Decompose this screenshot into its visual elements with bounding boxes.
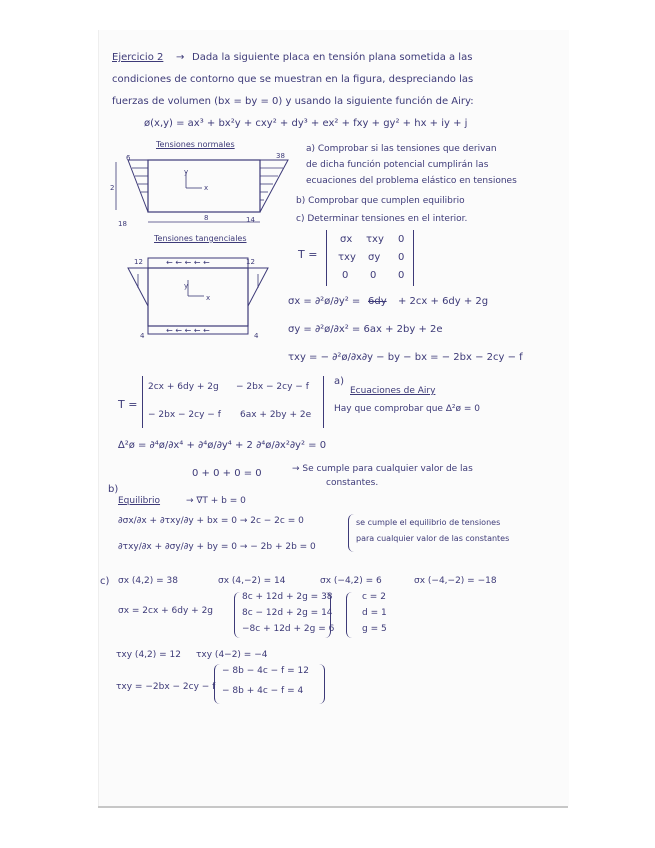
sigma-condition-3: σx (−4,2) = 6 — [320, 576, 382, 586]
tensor-symbol: T = — [298, 248, 318, 261]
tensor-r2c1: τxy — [338, 252, 356, 263]
airy-function: ø(x,y) = ax³ + bx²y + cxy² + dy³ + ex² + fxy + gy² + hx + iy + j — [144, 118, 468, 129]
solution-c: c = 2 — [362, 592, 386, 602]
tensor-r3c1: 0 — [342, 270, 349, 281]
sigma-system-eq-2: 8c − 12d + 2g = 14 — [242, 608, 333, 618]
tensor2-symbol: T = — [118, 398, 138, 411]
tensor-r1c1: σx — [340, 234, 353, 245]
question-a-line-1: a) Comprobar si las tensiones que derivan — [306, 144, 497, 154]
sigma-system-brace-right — [324, 592, 331, 638]
normal-value-top-right: 38 — [276, 152, 285, 160]
tau-system-brace-right — [318, 664, 325, 704]
page-divider — [98, 806, 568, 808]
shear-axis-y: y — [184, 282, 189, 290]
part-a-text: Hay que comprobar que ∆²ø = 0 — [334, 404, 480, 414]
equilibrium-eq-1: ∂σx/∂x + ∂τxy/∂y + bx = 0 → 2c − 2c = 0 — [118, 516, 304, 526]
sigma-y-expression: σy = ∂²ø/∂x² = 6ax + 2by + 2e — [288, 324, 443, 335]
tau-condition-2: τxy (4−2) = −4 — [196, 650, 268, 660]
normal-stress-figure — [108, 150, 298, 230]
biharmonic-sum: 0 + 0 + 0 = 0 — [192, 468, 262, 479]
normal-axis-x: x — [204, 184, 209, 192]
equilibrium-eq-2: ∂τxy/∂x + ∂σy/∂y + by = 0 → − 2b + 2b = 0 — [118, 542, 316, 552]
normal-value-bottom-left: 18 — [118, 220, 127, 228]
sigma-system-eq-1: 8c + 12d + 2g = 38 — [242, 592, 333, 602]
tensor-r1c3: 0 — [398, 234, 405, 245]
question-c: c) Determinar tensiones en el interior. — [296, 214, 468, 224]
tensor2-r2c2: 6ax + 2by + 2e — [240, 410, 312, 420]
normal-value-bottom-right: 14 — [246, 216, 255, 224]
sigma-x-crossed-term: 6dy — [368, 296, 387, 307]
normal-axis-y: y — [184, 168, 189, 176]
tensor-r2c3: 0 — [398, 252, 405, 263]
sigma-condition-2: σx (4,−2) = 14 — [218, 576, 286, 586]
tensor2-r1c1: 2cx + 6dy + 2g — [148, 382, 219, 392]
normal-dim-height: 2 — [110, 184, 115, 192]
sigma-condition-1: σx (4,2) = 38 — [118, 576, 178, 586]
shear-value-top-left: 12 — [134, 258, 143, 266]
sigma-x-expression: + 2cx + 6dy + 2g — [398, 296, 489, 307]
tau-system-eq-2: − 8b + 4c − f = 4 — [222, 686, 304, 696]
shear-value-bottom-right: 4 — [254, 332, 259, 340]
tensor-r2c2: σy — [368, 252, 381, 263]
equilibrium-brace — [348, 514, 355, 552]
tensor-r1c2: τxy — [366, 234, 384, 245]
shear-value-bottom-left: 4 — [140, 332, 145, 340]
shear-axis-x: x — [206, 294, 211, 302]
sigma-system-eq-3: −8c + 12d + 2g = 6 — [242, 624, 335, 634]
tau-system-eq-1: − 8b − 4c − f = 12 — [222, 666, 309, 676]
figure-normal-title: Tensiones normales — [156, 140, 235, 149]
exercise-title: Ejercicio 2 — [112, 52, 164, 63]
tensor2-r2c1: − 2bx − 2cy − f — [148, 410, 221, 420]
svg-text:← ← ← ← ←: ← ← ← ← ← — [166, 326, 210, 335]
statement-line-2: condiciones de contorno que se muestran en la figura, despreciando las — [112, 74, 474, 85]
statement-line-3: fuerzas de volumen (bx = by = 0) y usando la siguiente función de Airy: — [112, 96, 474, 107]
part-a-conclusion-2: constantes. — [326, 478, 379, 488]
part-b-heading: Equilibrio — [118, 496, 161, 506]
question-b: b) Comprobar que cumplen equilibrio — [296, 196, 465, 206]
tensor-r3c3: 0 — [398, 270, 405, 281]
biharmonic-equation: ∆²ø = ∂⁴ø/∂x⁴ + ∂⁴ø/∂y⁴ + 2 ∂⁴ø/∂x²∂y² = 0 — [118, 440, 327, 451]
question-a-line-2: de dicha función potencial cumplirán las — [306, 160, 489, 170]
normal-value-top-left: 6 — [126, 154, 131, 162]
tensor-r3c2: 0 — [370, 270, 377, 281]
tau-system-brace — [214, 664, 221, 704]
svg-text:← ← ← ← ←: ← ← ← ← ← — [166, 258, 210, 267]
sigma-x-definition: σx = ∂²ø/∂y² = — [288, 296, 361, 307]
sigma-x-formula: σx = 2cx + 6dy + 2g — [118, 606, 214, 616]
part-a-heading: Ecuaciones de Airy — [350, 386, 436, 396]
part-a-conclusion-1: → Se cumple para cualquier valor de las — [292, 464, 473, 474]
part-b-label: b) — [108, 484, 119, 495]
normal-dim-width: 8 — [204, 214, 209, 222]
equilibrium-general: → ∇T + b = 0 — [186, 496, 246, 506]
figure-shear-title: Tensiones tangenciales — [154, 234, 247, 243]
part-b-note-2: para cualquier valor de las constantes — [356, 534, 510, 543]
arrow-symbol: → — [176, 52, 185, 63]
part-b-note-1: se cumple el equilibrio de tensiones — [356, 518, 501, 527]
question-a-line-3: ecuaciones del problema elástico en tensiones — [306, 176, 517, 186]
tau-formula: τxy = −2bx − 2cy − f — [116, 682, 216, 692]
sigma-system-brace — [234, 592, 241, 638]
tensor2-r1c2: − 2bx − 2cy − f — [236, 382, 309, 392]
statement-line-1: Dada la siguiente placa en tensión plana sometida a las — [192, 52, 473, 63]
shear-value-top-right: 12 — [246, 258, 255, 266]
solution-g: g = 5 — [362, 624, 387, 634]
tau-condition-1: τxy (4,2) = 12 — [116, 650, 181, 660]
sigma-condition-4: σx (−4,−2) = −18 — [414, 576, 497, 586]
solution-brace — [346, 592, 353, 638]
solution-d: d = 1 — [362, 608, 387, 618]
tau-xy-expression: τxy = − ∂²ø/∂x∂y − by − bx = − 2bx − 2cy − f — [288, 352, 523, 363]
part-c-label: c) — [100, 576, 110, 587]
part-a-label: a) — [334, 376, 345, 387]
